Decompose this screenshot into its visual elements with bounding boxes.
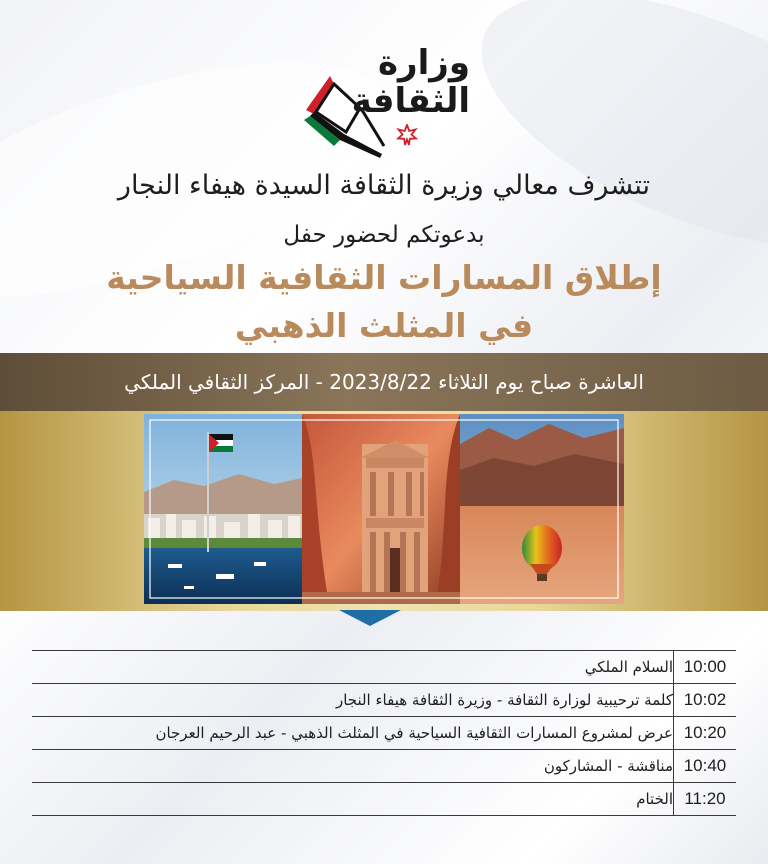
table-row — [32, 717, 736, 750]
pointer-triangle — [339, 610, 401, 626]
schedule-item: عرض لمشروع المسارات الثقافية السياحية في المثلث الذهبي - عبد الرحيم العرجان — [32, 717, 674, 750]
star-icon — [396, 124, 418, 146]
logo-text-ministry: وزارة — [377, 43, 470, 83]
schedule-item: السلام الملكي — [32, 651, 674, 684]
aqaba-photo — [144, 414, 302, 604]
schedule-time: 11:20 — [674, 783, 737, 816]
schedule-time: 10:00 — [674, 651, 737, 684]
schedule-item: مناقشة - المشاركون — [32, 750, 674, 783]
wadi-rum-photo — [460, 414, 624, 604]
date-venue-text: العاشرة صباح يوم الثلاثاء 2023/8/22 - المركز الثقافي الملكي — [124, 370, 644, 394]
schedule-time: 10:40 — [674, 750, 737, 783]
host-line: تتشرف معالي وزيرة الثقافة السيدة هيفاء النجار — [117, 170, 651, 201]
ministry-logo — [300, 43, 470, 156]
event-subtitle: في المثلث الذهبي — [234, 306, 534, 345]
logo-text-culture: الثقافة — [351, 81, 470, 121]
schedule-item: كلمة ترحيبية لوزارة الثقافة - وزيرة الثقافة هيفاء النجار — [32, 684, 674, 717]
invite-line: بدعوتكم لحضور حفل — [283, 222, 485, 248]
schedule-time: 10:02 — [674, 684, 737, 717]
petra-photo — [302, 414, 460, 604]
table-row — [32, 684, 736, 717]
table-row — [32, 783, 736, 816]
schedule-time: 10:20 — [674, 717, 737, 750]
table-row — [32, 651, 736, 684]
table-row — [32, 750, 736, 783]
photo-collage — [144, 414, 624, 604]
event-title: إطلاق المسارات الثقافية السياحية — [106, 258, 662, 297]
date-venue-banner — [0, 353, 768, 411]
schedule-table — [32, 650, 736, 816]
schedule-item: الختام — [32, 783, 674, 816]
background-swoosh — [447, 0, 768, 299]
